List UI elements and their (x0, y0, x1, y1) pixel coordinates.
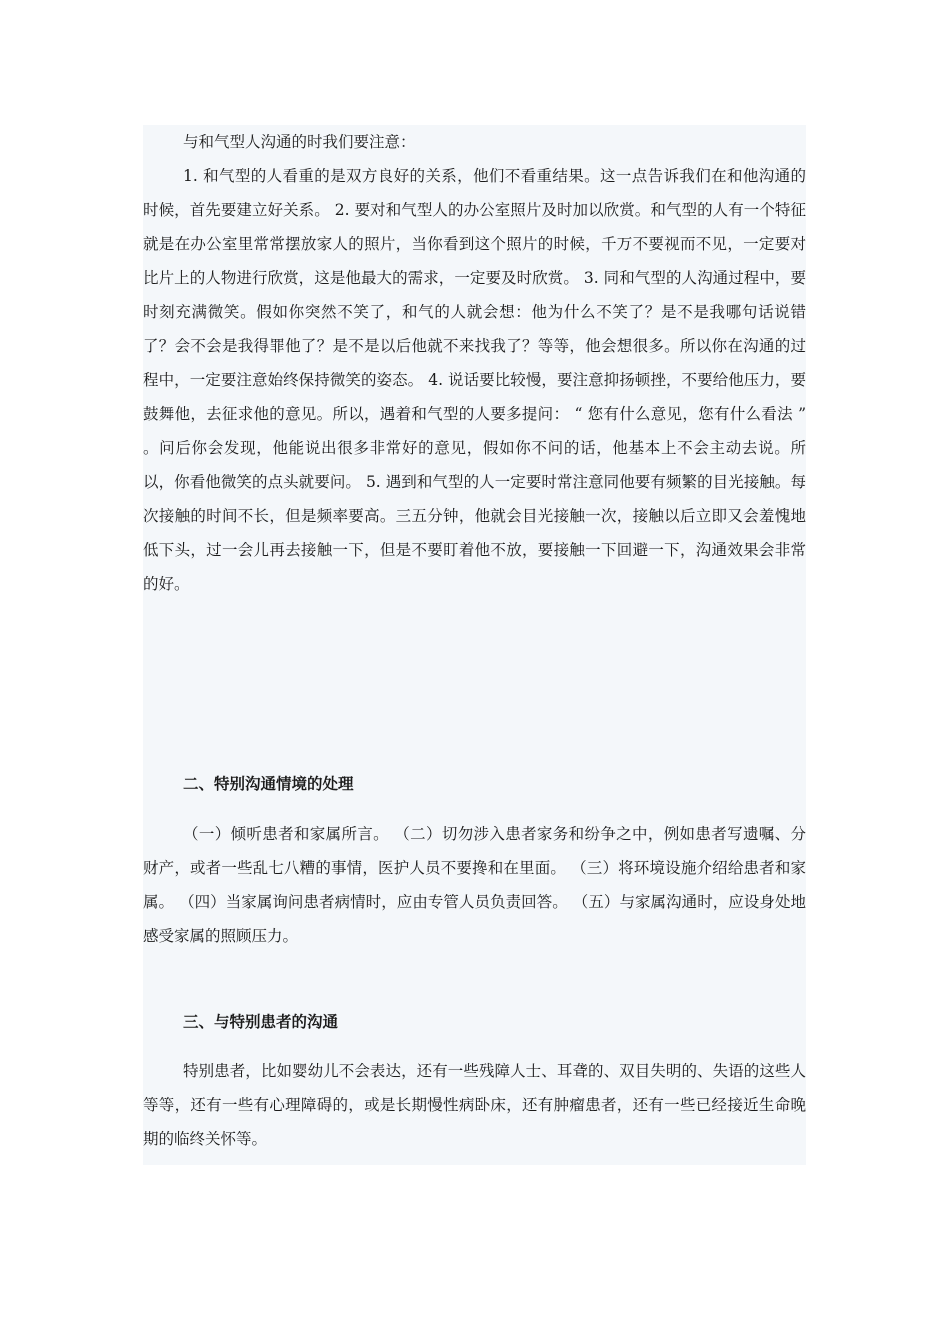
document-content (143, 125, 806, 1165)
section2-paragraph: （一）倾听患者和家属所言。 （二）切勿涉入患者家务和纷争之中，例如患者写遗嘱、分财产，或者一些乱七八糟的事情，医护人员不要搀和在里面。 （三）将环境设施介绍给患者和家属。 （四）当家属询问患者病情时，应由专管人员负责回答。 （五）与家属沟通时，应设身处地感受家属的照顾压力。 (143, 825, 806, 945)
section3-paragraph: 特别患者，比如婴幼儿不会表达，还有一些残障人士、耳聋的、双目失明的、失语的这些人等等，还有一些有心理障碍的，或是长期慢性病卧床，还有肿瘤患者，还有一些已经接近生命晚期的临终关怀等。 (143, 1062, 806, 1148)
section2-heading: 二、特别沟通情境的处理 (183, 775, 354, 793)
section1-paragraph: 1. 和气型的人看重的是双方良好的关系，他们不看重结果。这一点告诉我们在和他沟通的时候，首先要建立好关系。 2. 要对和气型人的办公室照片及时加以欣赏。和气型的人有一个特征就是在办公室里常常摆放家人的照片，当你看到这个照片的时候，千万不要视而不见，一定要对比片上的人物进行欣赏，这是他最大的需求，一定要及时欣赏。 3. 同和气型的人沟通过程中，要时刻充满微笑。假如你突然不笑了，和气的人就会想：他为什么不笑了？是不是我哪句话说错了？会不会是我得罪他了？是不是以后他就不来找我了？等等，他会想很多。所以你在沟通的过程中，一定要注意始终保持微笑的姿态。 4. 说话要比较慢，要注意抑扬顿挫，不要给他压力，要鼓舞他，去征求他的意见。所以，遇着和气型的人要多提问： “ 您有什么意见，您有什么看法 ” 。问后你会发现，他能说出很多非常好的意见，假如你不问的话，他基本上不会主动去说。所以，你看他微笑的点头就要问。 5. 遇到和气型的人一定要时常注意同他要有频繁的目光接触。每次接触的时间不长，但是频率要高。三五分钟，他就会目光接触一次，接触以后立即又会羞愧地低下头，过一会儿再去接触一下，但是不要盯着他不放，要接触一下回避一下，沟通效果会非常的好。 (143, 167, 806, 593)
section3-heading: 三、与特别患者的沟通 (183, 1013, 339, 1031)
intro-paragraph: 与和气型人沟通的时我们要注意： (183, 133, 416, 151)
